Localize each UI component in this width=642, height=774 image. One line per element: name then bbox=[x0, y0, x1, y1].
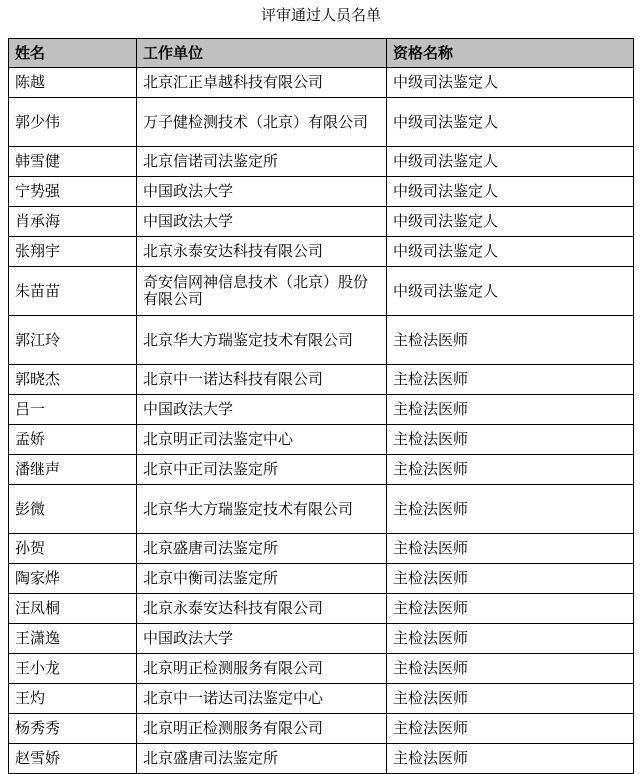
table-row bbox=[9, 744, 634, 774]
cell-qualification: 主检法医师 bbox=[387, 395, 634, 425]
cell-qualification: 主检法医师 bbox=[387, 714, 634, 744]
table-row bbox=[9, 455, 634, 485]
cell-org: 北京中一诺达司法鉴定中心 bbox=[137, 684, 387, 714]
table-row bbox=[9, 425, 634, 455]
cell-org: 中国政法大学 bbox=[137, 177, 387, 207]
cell-qualification: 中级司法鉴定人 bbox=[387, 147, 634, 177]
cell-name: 韩雪健 bbox=[9, 147, 137, 177]
cell-qualification: 中级司法鉴定人 bbox=[387, 177, 634, 207]
cell-name: 王潇逸 bbox=[9, 624, 137, 654]
table-header-row bbox=[9, 39, 634, 68]
cell-name: 陈越 bbox=[9, 68, 137, 98]
cell-org: 北京中衡司法鉴定所 bbox=[137, 564, 387, 594]
table-row bbox=[9, 624, 634, 654]
cell-qualification: 主检法医师 bbox=[387, 684, 634, 714]
cell-name: 王小龙 bbox=[9, 654, 137, 684]
cell-qualification: 主检法医师 bbox=[387, 534, 634, 564]
cell-org: 北京永泰安达科技有限公司 bbox=[137, 594, 387, 624]
table-row bbox=[9, 177, 634, 207]
table-row bbox=[9, 207, 634, 237]
cell-name: 郭晓杰 bbox=[9, 365, 137, 395]
table-row bbox=[9, 485, 634, 534]
cell-name: 肖承海 bbox=[9, 207, 137, 237]
cell-name: 孟娇 bbox=[9, 425, 137, 455]
cell-name: 潘继声 bbox=[9, 455, 137, 485]
cell-qualification: 主检法医师 bbox=[387, 654, 634, 684]
table-row bbox=[9, 395, 634, 425]
cell-org: 北京华大方瑞鉴定技术有限公司 bbox=[137, 316, 387, 365]
cell-org: 北京明正司法鉴定中心 bbox=[137, 425, 387, 455]
cell-qualification: 中级司法鉴定人 bbox=[387, 68, 634, 98]
cell-qualification: 中级司法鉴定人 bbox=[387, 267, 634, 316]
approved-personnel-table bbox=[8, 38, 634, 774]
cell-qualification: 主检法医师 bbox=[387, 485, 634, 534]
cell-org: 北京汇正卓越科技有限公司 bbox=[137, 68, 387, 98]
table-row bbox=[9, 564, 634, 594]
cell-qualification: 主检法医师 bbox=[387, 624, 634, 654]
table-row bbox=[9, 237, 634, 267]
table-row bbox=[9, 594, 634, 624]
cell-name: 汪凤桐 bbox=[9, 594, 137, 624]
cell-org: 北京中正司法鉴定所 bbox=[137, 455, 387, 485]
cell-org: 北京明正检测服务有限公司 bbox=[137, 654, 387, 684]
cell-qualification: 主检法医师 bbox=[387, 744, 634, 774]
table-row bbox=[9, 684, 634, 714]
cell-qualification: 主检法医师 bbox=[387, 365, 634, 395]
cell-qualification: 主检法医师 bbox=[387, 594, 634, 624]
table-row bbox=[9, 316, 634, 365]
cell-name: 彭微 bbox=[9, 485, 137, 534]
cell-org: 北京中一诺达科技有限公司 bbox=[137, 365, 387, 395]
table-row bbox=[9, 534, 634, 564]
page-title: 评审通过人员名单 bbox=[260, 6, 381, 24]
cell-name: 陶家烨 bbox=[9, 564, 137, 594]
cell-org: 北京信诺司法鉴定所 bbox=[137, 147, 387, 177]
table-row bbox=[9, 714, 634, 744]
cell-name: 张翔宇 bbox=[9, 237, 137, 267]
table-row bbox=[9, 147, 634, 177]
table-row bbox=[9, 98, 634, 147]
cell-org: 中国政法大学 bbox=[137, 207, 387, 237]
cell-qualification: 主检法医师 bbox=[387, 316, 634, 365]
cell-org: 北京盛唐司法鉴定所 bbox=[137, 744, 387, 774]
cell-name: 孙贺 bbox=[9, 534, 137, 564]
header-name: 姓名 bbox=[9, 39, 137, 68]
cell-qualification: 主检法医师 bbox=[387, 455, 634, 485]
cell-qualification: 中级司法鉴定人 bbox=[387, 98, 634, 147]
table-row bbox=[9, 654, 634, 684]
cell-qualification: 中级司法鉴定人 bbox=[387, 237, 634, 267]
cell-name: 朱苗苗 bbox=[9, 267, 137, 316]
cell-name: 王灼 bbox=[9, 684, 137, 714]
cell-org: 北京华大方瑞鉴定技术有限公司 bbox=[137, 485, 387, 534]
cell-name: 吕一 bbox=[9, 395, 137, 425]
cell-org: 北京明正检测服务有限公司 bbox=[137, 714, 387, 744]
cell-org: 北京盛唐司法鉴定所 bbox=[137, 534, 387, 564]
table-row bbox=[9, 365, 634, 395]
cell-name: 赵雪娇 bbox=[9, 744, 137, 774]
cell-org: 中国政法大学 bbox=[137, 624, 387, 654]
table-row bbox=[9, 267, 634, 316]
cell-org: 北京永泰安达科技有限公司 bbox=[137, 237, 387, 267]
cell-name: 郭少伟 bbox=[9, 98, 137, 147]
cell-qualification: 中级司法鉴定人 bbox=[387, 207, 634, 237]
header-qualification: 资格名称 bbox=[387, 39, 634, 68]
cell-qualification: 主检法医师 bbox=[387, 425, 634, 455]
cell-org: 奇安信网神信息技术（北京）股份有限公司 bbox=[137, 267, 387, 316]
cell-org: 中国政法大学 bbox=[137, 395, 387, 425]
cell-name: 郭江玲 bbox=[9, 316, 137, 365]
cell-org: 万子健检测技术（北京）有限公司 bbox=[137, 98, 387, 147]
cell-name: 杨秀秀 bbox=[9, 714, 137, 744]
table-row bbox=[9, 68, 634, 98]
cell-name: 宁势强 bbox=[9, 177, 137, 207]
cell-qualification: 主检法医师 bbox=[387, 564, 634, 594]
header-org: 工作单位 bbox=[137, 39, 387, 68]
